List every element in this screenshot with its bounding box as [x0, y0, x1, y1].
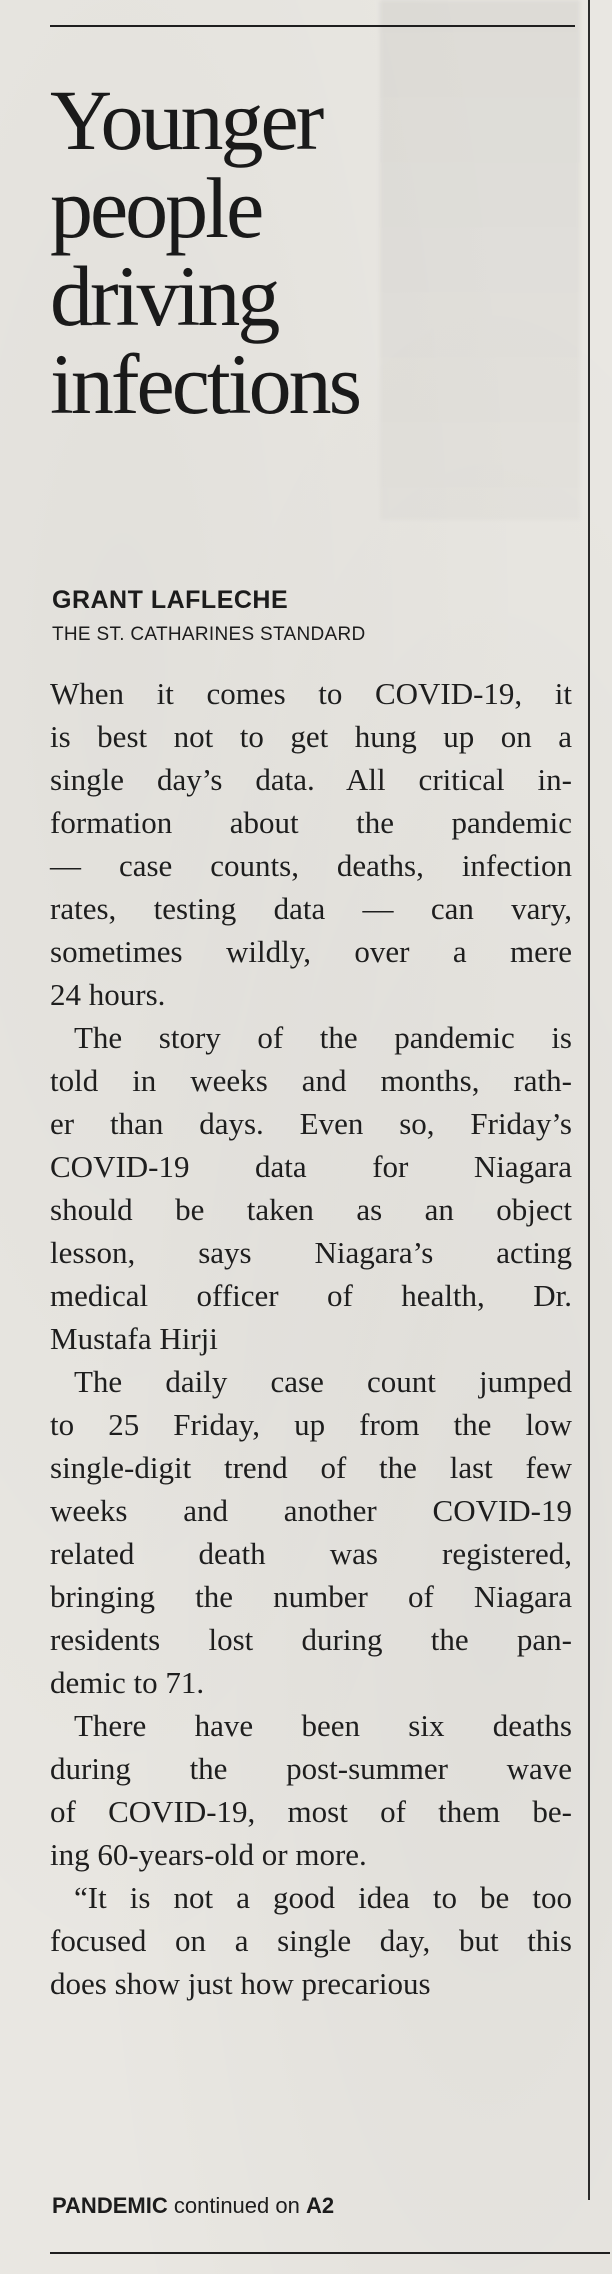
article-paragraph	[50, 1016, 572, 1360]
headline-line: driving	[50, 248, 278, 344]
article-line: related death was registered,	[50, 1536, 572, 1571]
article-line: “It is not a good idea to be too	[74, 1880, 572, 1915]
jump-page: A2	[305, 2193, 335, 2218]
article-line: When it comes to COVID-19, it	[50, 676, 572, 711]
jump-text: continued on	[173, 2193, 300, 2218]
column-rule	[588, 0, 590, 2200]
article-line: ing 60-years-old or more.	[50, 1837, 367, 1872]
article-line: residents lost during the pan-	[50, 1622, 572, 1657]
article-line: told in weeks and months, rath-	[50, 1063, 572, 1098]
article-line: of COVID-19, most of them be-	[50, 1794, 572, 1829]
bottom-rule	[50, 2252, 610, 2254]
article-paragraph	[50, 1876, 572, 2005]
article-paragraph	[50, 1360, 572, 1704]
article-line: rates, testing data — can vary,	[50, 891, 572, 926]
article-line: single-digit trend of the last few	[50, 1450, 572, 1485]
article-line: weeks and another COVID-19	[50, 1493, 572, 1528]
article-line: — case counts, deaths, infection	[50, 848, 572, 883]
article-line: does show just how precarious	[50, 1966, 431, 2001]
article-line: The story of the pandemic is	[74, 1020, 572, 1055]
article-paragraph	[50, 1704, 572, 1876]
article-paragraph	[50, 672, 572, 1016]
article-line: single day’s data. All critical in-	[50, 762, 572, 797]
article-line: during the post-summer wave	[50, 1751, 572, 1786]
article-line: Mustafa Hirji	[50, 1321, 218, 1356]
article-line: COVID-19 data for Niagara	[50, 1149, 572, 1184]
article-line: lesson, says Niagara’s acting	[50, 1235, 572, 1270]
article-line: focused on a single day, but this	[50, 1923, 572, 1958]
article-line: formation about the pandemic	[50, 805, 572, 840]
jump-keyword: PANDEMIC	[52, 2193, 168, 2218]
byline-author: GRANT LAFLECHE	[52, 586, 289, 614]
article-body	[50, 672, 572, 2005]
article-line: bringing the number of Niagara	[50, 1579, 572, 1614]
article-line: There have been six deaths	[74, 1708, 572, 1743]
headline-line: Younger	[50, 72, 322, 168]
article-line: should be taken as an object	[50, 1192, 572, 1227]
article-line: The daily case count jumped	[74, 1364, 572, 1399]
headline	[50, 72, 570, 432]
article-line: 24 hours.	[50, 977, 166, 1012]
article-line: demic to 71.	[50, 1665, 205, 1700]
top-rule	[50, 25, 575, 27]
article-line: sometimes wildly, over a mere	[50, 934, 572, 969]
jump-line	[52, 2193, 334, 2219]
article-line: medical officer of health, Dr.	[50, 1278, 572, 1313]
headline-line: infections	[50, 336, 360, 432]
article-line: to 25 Friday, up from the low	[50, 1407, 572, 1442]
byline-source: THE ST. CATHARINES STANDARD	[52, 624, 366, 645]
headline-line: people	[50, 160, 262, 256]
article-line: er than days. Even so, Friday’s	[50, 1106, 572, 1141]
article-line: is best not to get hung up on a	[50, 719, 572, 754]
